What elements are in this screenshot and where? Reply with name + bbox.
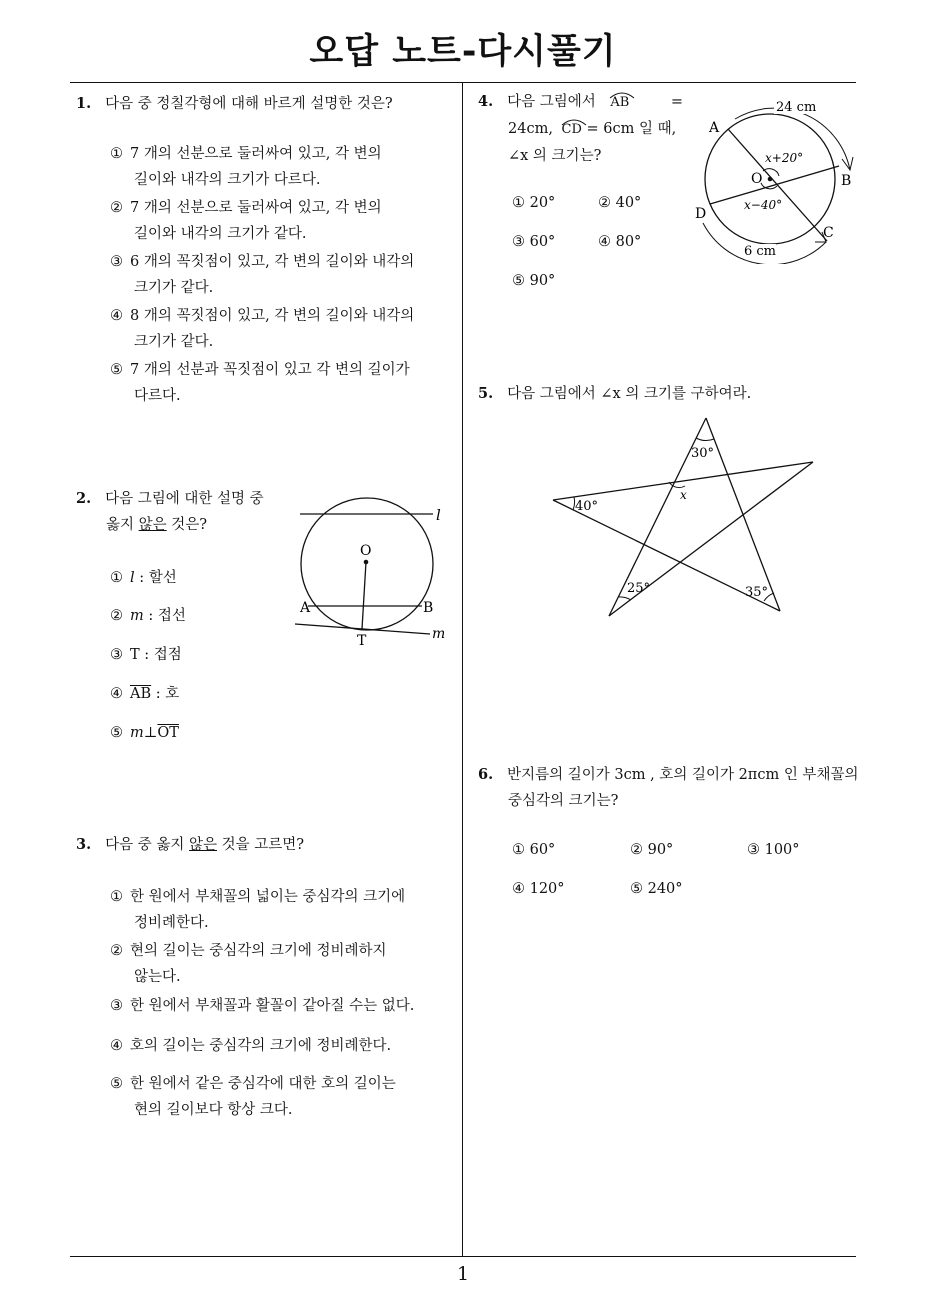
q4-option-1[interactable]: ① 20° (512, 195, 556, 211)
option-text: 호의 길이는 중심각의 크기에 정비례한다. (130, 1038, 392, 1054)
underlined-word: 않은 (138, 517, 167, 533)
option-symbol: m (130, 608, 144, 624)
question-text: = 6cm 일 때, (586, 121, 677, 137)
label-a: A (709, 120, 720, 136)
option-mark: ① (110, 146, 123, 162)
option-mark: ② (110, 608, 123, 624)
option-text: : 호 (151, 686, 180, 702)
q1-option-4[interactable] (110, 303, 414, 355)
label-upper-angle: x+20° (765, 151, 804, 165)
question-5-stem (478, 381, 751, 407)
option-text: : 할선 (134, 570, 177, 586)
upper-angle-arc (763, 169, 779, 176)
question-4-stem (478, 89, 683, 169)
angle-arc (618, 597, 631, 600)
label-d: D (695, 206, 707, 222)
q1-option-3[interactable] (110, 249, 414, 301)
option-text: 한 원에서 부채꼴의 넓이는 중심각의 크기에 (130, 889, 406, 905)
option-mark: ③ (110, 998, 123, 1014)
angle-arc (696, 438, 714, 440)
question-text: 중심각의 크기는? (508, 793, 619, 809)
question-number: 4. (478, 93, 494, 110)
option-text: 크기가 같다. (134, 280, 214, 296)
option-text: : 접점 (139, 647, 182, 663)
label-lower-angle: x−40° (744, 198, 783, 212)
label-24cm: 24 cm (776, 100, 817, 115)
q2-option-2[interactable] (110, 603, 186, 629)
label-6cm: 6 cm (744, 244, 777, 259)
label-25deg: 25° (627, 581, 651, 596)
option-text: 한 원에서 부채꼴과 활꼴이 같아질 수는 없다. (130, 998, 415, 1014)
label-o: O (360, 543, 372, 559)
label-t: T (357, 633, 367, 649)
page-title: 오답 노트-다시풀기 (309, 32, 617, 72)
label-c: C (823, 225, 834, 241)
option-mark: ① (110, 889, 123, 905)
q6-option-2[interactable]: ② 90° (630, 842, 674, 858)
q6-option-4[interactable]: ④ 120° (512, 881, 565, 897)
option-symbol: $\overline{OT}$ (157, 725, 179, 741)
q1-option-5[interactable] (110, 357, 410, 409)
footer-rule (70, 1256, 856, 1257)
column-divider (462, 82, 463, 1257)
option-symbol: $\overline{AB}$ (130, 686, 152, 702)
question-text: 다음 그림에서 (507, 94, 596, 110)
question-text: 다음 중 옳지 (105, 837, 190, 853)
q3-option-3[interactable] (110, 993, 414, 1019)
q4-option-3[interactable]: ③ 60° (512, 234, 556, 250)
q2-option-3[interactable] (110, 642, 182, 668)
q4-circle-figure (690, 92, 860, 264)
question-text: 반지름의 길이가 3cm , 호의 길이가 2πcm 인 부채꼴의 (507, 767, 859, 783)
q2-option-1[interactable] (110, 565, 177, 591)
q3-option-2[interactable] (110, 938, 387, 990)
option-text: 7 개의 선분으로 둘러싸여 있고, 각 변의 (130, 200, 382, 216)
label-b: B (423, 600, 434, 616)
line-ac (728, 129, 827, 241)
arc-cd-notation (562, 117, 582, 143)
center-point (768, 177, 773, 182)
q1-option-2[interactable] (110, 195, 382, 247)
q6-option-3[interactable]: ③ 100° (747, 842, 800, 858)
q4-option-2[interactable]: ② 40° (598, 195, 642, 211)
question-text: 다음 그림에서 ∠x 의 크기를 구하여라. (507, 386, 752, 402)
arc-icon (609, 91, 635, 99)
label-30deg: 30° (691, 446, 715, 461)
radius-ot (362, 562, 366, 629)
question-number: 5. (478, 385, 494, 402)
option-mark: ① (110, 570, 123, 586)
label-l: l (436, 506, 441, 524)
option-text: 정비례한다. (134, 915, 209, 931)
label-b: B (841, 173, 852, 189)
arc-ab-notation (610, 90, 629, 116)
question-number: 1. (76, 95, 92, 112)
question-number: 2. (76, 490, 92, 507)
option-mark: ② (110, 200, 123, 216)
option-text: 7 개의 선분과 꼭짓점이 있고 각 변의 길이가 (130, 362, 410, 378)
option-text: 길이와 내각의 크기가 같다. (134, 226, 307, 242)
q3-option-1[interactable] (110, 884, 405, 936)
center-point (364, 560, 369, 565)
arc-icon (561, 118, 587, 126)
option-mark: ③ (110, 254, 123, 270)
option-text: 다르다. (134, 388, 181, 404)
q3-option-4[interactable] (110, 1033, 391, 1059)
label-x: x (680, 488, 687, 502)
option-mark: ④ (110, 686, 123, 702)
arc-label: CD (561, 122, 582, 137)
arc-label: AB (610, 95, 630, 110)
option-mark: ⑤ (110, 725, 123, 741)
q4-option-4[interactable]: ④ 80° (598, 234, 642, 250)
q1-option-1[interactable] (110, 141, 382, 193)
equals-sign: = (670, 94, 683, 110)
option-mark: ③ (110, 647, 123, 663)
option-text: 현의 길이보다 항상 크다. (134, 1102, 293, 1118)
q2-option-5[interactable] (110, 720, 179, 746)
q6-option-1[interactable]: ① 60° (512, 842, 556, 858)
option-text: 7 개의 선분으로 둘러싸여 있고, 각 변의 (130, 146, 382, 162)
label-m: m (432, 626, 446, 642)
q2-circle-figure (290, 488, 460, 658)
label-a: A (300, 600, 311, 616)
question-text: 다음 중 정칠각형에 대해 바르게 설명한 것은? (105, 96, 393, 112)
question-text: 옳지 (106, 517, 139, 533)
q5-star-figure (545, 410, 825, 625)
page-number: 1 (456, 1263, 470, 1285)
option-text: 8 개의 꼭짓점이 있고, 각 변의 길이와 내각의 (130, 308, 415, 324)
question-text: 것을 고르면? (217, 837, 305, 853)
option-text: 않는다. (134, 969, 181, 985)
option-mark: ② (110, 943, 123, 959)
option-text: 크기가 같다. (134, 334, 214, 350)
question-2-stem (76, 486, 264, 538)
q2-option-4[interactable] (110, 681, 179, 707)
option-text: 길이와 내각의 크기가 다르다. (134, 172, 321, 188)
option-symbol: l (130, 570, 135, 586)
question-6-stem (478, 762, 858, 814)
q6-option-5[interactable]: ⑤ 240° (630, 881, 683, 897)
option-mark: ④ (110, 308, 123, 324)
header-rule (70, 82, 856, 83)
question-text: ∠x 의 크기는? (508, 148, 602, 164)
question-number: 6. (478, 766, 494, 783)
label-40deg: 40° (575, 499, 599, 514)
label-o: O (751, 171, 763, 187)
option-symbol: m⊥ (130, 725, 158, 741)
question-text: 것은? (166, 517, 208, 533)
q4-option-5[interactable]: ⑤ 90° (512, 273, 556, 289)
option-text: 현의 길이는 중심각의 크기에 정비례하지 (130, 943, 387, 959)
label-35deg: 35° (745, 585, 769, 600)
option-mark: ⑤ (110, 1076, 123, 1092)
question-3-stem (76, 832, 304, 858)
question-text: 24cm, (508, 121, 553, 137)
option-text: 한 원에서 같은 중심각에 대한 호의 길이는 (130, 1076, 396, 1092)
question-number: 3. (76, 836, 92, 853)
question-text: 다음 그림에 대한 설명 중 (105, 491, 264, 507)
question-1-stem (76, 91, 393, 117)
underlined-word: 않은 (189, 837, 218, 853)
arrowhead-icon (842, 157, 853, 170)
option-text: : 접선 (143, 608, 186, 624)
option-text: 6 개의 꼭짓점이 있고, 각 변의 길이와 내각의 (130, 254, 415, 270)
option-mark: ⑤ (110, 362, 123, 378)
option-mark: ④ (110, 1038, 123, 1054)
option-symbol: T (130, 647, 140, 663)
q3-option-5[interactable] (110, 1071, 396, 1123)
